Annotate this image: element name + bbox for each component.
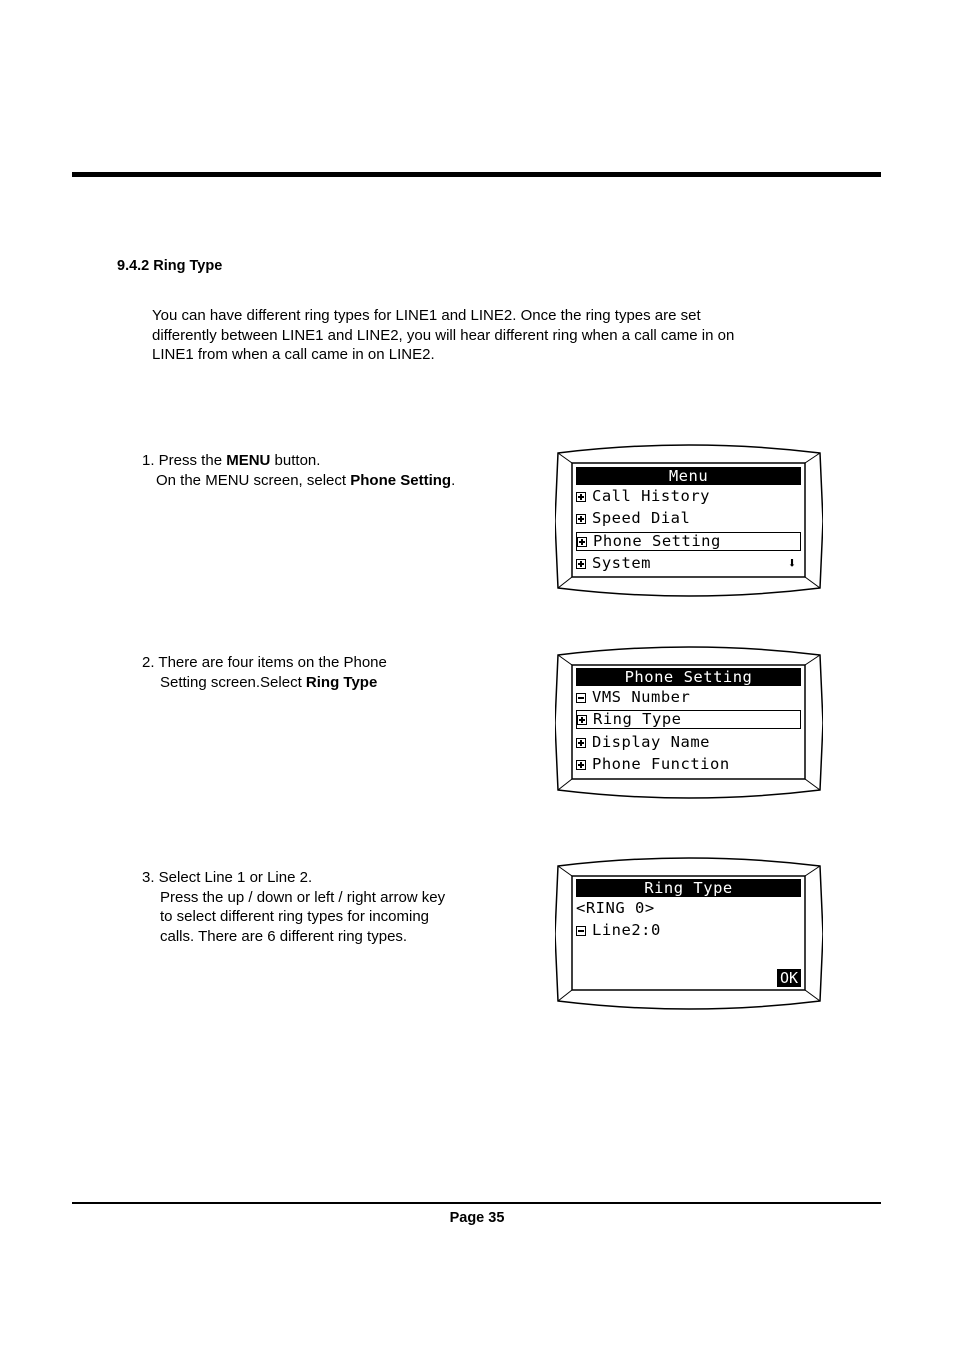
menu-item-speed-dial[interactable] (576, 508, 690, 528)
expand-icon (576, 492, 586, 502)
step-text: button. (270, 452, 321, 469)
expand-icon (577, 537, 587, 547)
step-1 (142, 451, 502, 490)
menu-item-label: Ring Type (593, 710, 682, 728)
screen-title: Menu (576, 467, 801, 485)
menu-item-system[interactable] (576, 553, 801, 573)
step-3 (142, 868, 502, 946)
intro-line: You can have different ring types for LINE1 and LINE2. Once the ring types are set (152, 307, 701, 324)
menu-item-label: Call History (592, 487, 710, 505)
expand-icon (576, 738, 586, 748)
menu-item-label: Speed Dial (592, 509, 691, 527)
step-text: On the MENU screen, select (156, 471, 351, 489)
footer-rule (72, 1202, 881, 1204)
menu-item-label: Phone Function (592, 755, 730, 773)
collapse-icon (576, 926, 586, 936)
step-text: Press the up / down or left / right arrow key (160, 888, 446, 906)
lcd-display (572, 665, 805, 779)
step-emphasis: Phone Setting (350, 471, 452, 489)
step-text: . (451, 471, 456, 489)
step-text: 3. Select Line 1 or Line 2. (142, 869, 313, 886)
page-number: Page 35 (449, 1210, 505, 1226)
step-emphasis: MENU (226, 452, 271, 469)
expand-icon (576, 514, 586, 524)
step-text: calls. There are 6 different ring types. (160, 927, 408, 945)
step-text: 2. There are four items on the Phone (142, 654, 387, 671)
menu-item-ring-type[interactable] (576, 710, 801, 729)
lcd-display (572, 463, 805, 577)
menu-item-display-name[interactable] (576, 732, 710, 752)
menu-item-label: Phone Setting (593, 532, 721, 550)
step-text: 1. Press the (142, 452, 227, 469)
intro-line: differently between LINE1 and LINE2, you will hear different ring when a call came in on (152, 326, 735, 344)
step-emphasis: Ring Type (305, 673, 378, 691)
menu-item-label: Display Name (592, 733, 710, 751)
ok-button[interactable]: OK (777, 969, 801, 987)
expand-icon (576, 760, 586, 770)
lcd-menu-screen (555, 443, 823, 598)
menu-item-label: VMS Number (592, 688, 691, 706)
intro-line: LINE1 from when a call came in on LINE2. (152, 346, 435, 363)
lcd-display (572, 876, 805, 990)
step-text: Setting screen.Select (160, 673, 306, 691)
line-item[interactable] (576, 920, 661, 940)
expand-icon (576, 559, 586, 569)
menu-item-phone-function[interactable] (576, 754, 730, 774)
intro-paragraph (152, 306, 812, 365)
menu-item-label: System (592, 554, 651, 572)
collapse-icon (576, 693, 586, 703)
step-2 (142, 653, 502, 692)
header-rule (72, 172, 881, 177)
section-title: 9.4.2 Ring Type (117, 258, 223, 274)
expand-icon (577, 715, 587, 725)
line-item-label: Line2:0 (592, 921, 661, 939)
screen-title: Phone Setting (576, 668, 801, 686)
lcd-phone-setting-screen (555, 645, 823, 800)
menu-item-call-history[interactable] (576, 486, 710, 506)
menu-item-phone-setting[interactable] (576, 532, 801, 551)
scroll-down-icon: ⬇ (787, 554, 797, 572)
lcd-ring-type-screen (555, 856, 823, 1011)
menu-item-vms-number[interactable] (576, 687, 690, 707)
ring-value[interactable]: <RING 0> (576, 899, 655, 917)
screen-title: Ring Type (576, 879, 801, 897)
step-text: to select different ring types for incoming (160, 908, 430, 925)
